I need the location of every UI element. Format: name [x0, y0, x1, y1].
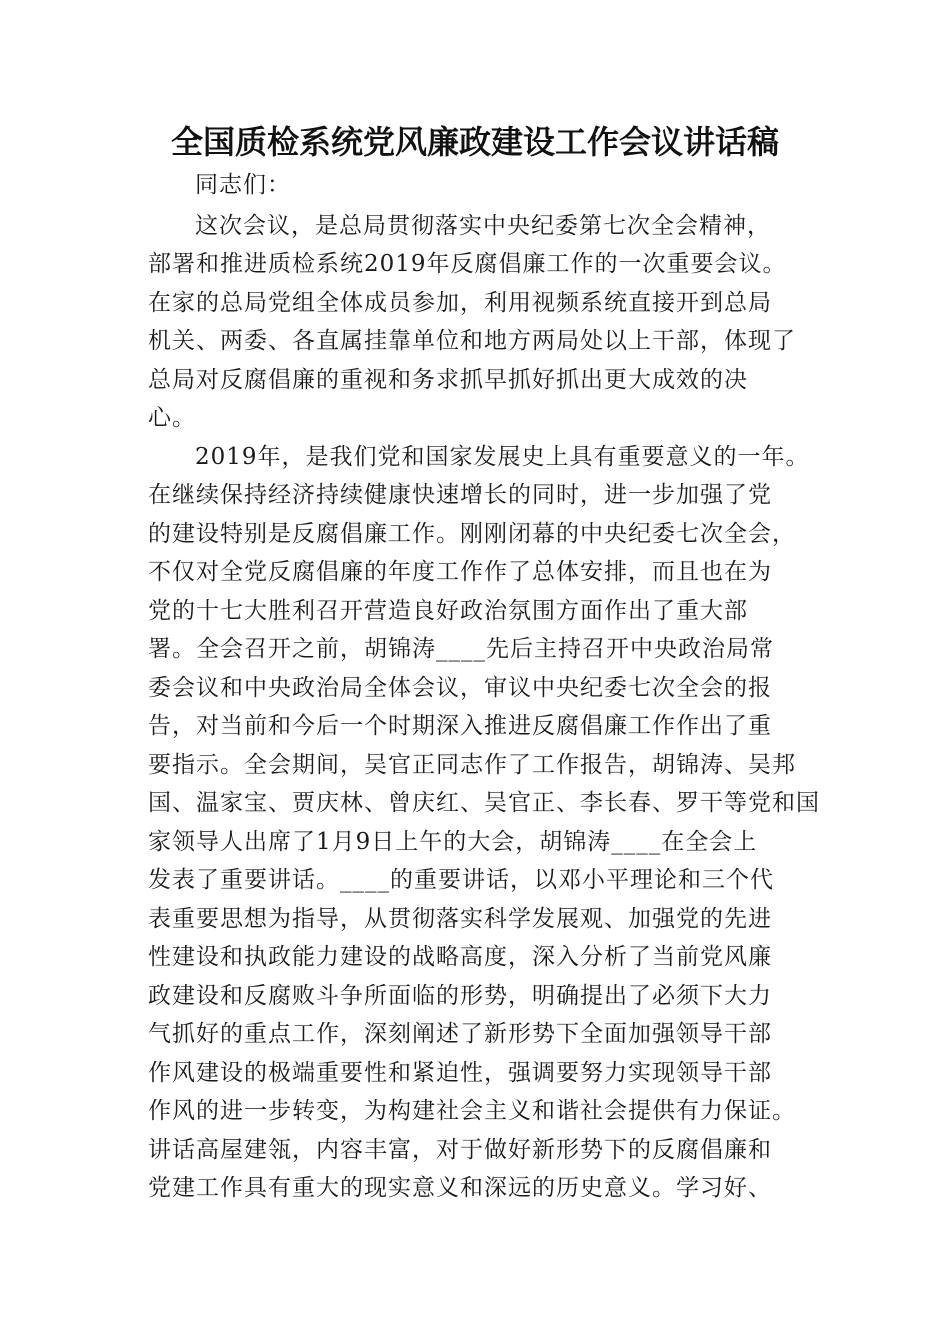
paragraph-line: 讲话高屋建瓴，内容丰富，对于做好新形势下的反腐倡廉和: [148, 1136, 772, 1163]
paragraph-line: 署。全会召开之前，胡锦涛____先后主持召开中央政治局常: [148, 636, 774, 662]
paragraph-line: 国、温家宝、贾庆林、曾庆红、吴官正、李长春、罗干等党和国: [148, 790, 820, 816]
paragraph-line: 发表了重要讲话。____的重要讲话，以邓小平理论和三个代: [148, 867, 774, 893]
paragraph-line: 告，对当前和今后一个时期深入推进反腐倡廉工作作出了重: [148, 713, 772, 739]
paragraph-line: 气抓好的重点工作，深刻阐述了新形势下全面加强领导干部: [148, 1021, 772, 1047]
paragraph-line: 部署和推进质检系统2019年反腐倡廉工作的一次重要会议。: [148, 251, 787, 277]
body-paragraph: [148, 438, 828, 1208]
paragraph-line: 作风的进一步转变，为构建社会主义和谐社会提供有力保证。: [148, 1098, 796, 1124]
paragraph-line: 这次会议，是总局贯彻落实中央纪委第七次全会精神，: [195, 212, 771, 239]
salutation-text: 同志们：: [195, 172, 291, 198]
paragraph-line: 委会议和中央政治局全体会议，审议中央纪委七次全会的报: [148, 674, 772, 701]
paragraph-line: 政建设和反腐败斗争所面临的形势，明确提出了必须下大力: [148, 982, 772, 1009]
paragraph-line: 总局对反腐倡廉的重视和务求抓早抓好抓出更大成效的决: [148, 366, 748, 393]
paragraph-line: 性建设和执政能力建设的战略高度，深入分析了当前党风廉: [148, 944, 772, 970]
paragraph-line: 机关、两委、各直属挂靠单位和地方两局处以上干部，体现了: [148, 328, 796, 354]
salutation: [148, 166, 828, 205]
paragraph-line: 表重要思想为指导，从贯彻落实科学发展观、加强党的先进: [148, 905, 772, 932]
paragraph-line: 的建设特别是反腐倡廉工作。刚刚闭幕的中央纪委七次全会，: [148, 520, 796, 547]
paragraph-line: 作风建设的极端重要性和紧迫性，强调要努力实现领导干部: [148, 1059, 772, 1086]
document-title: 全国质检系统党风廉政建设工作会议讲话稿: [170, 123, 779, 161]
paragraph-line: 在继续保持经济持续健康快速增长的同时，进一步加强了党: [148, 482, 772, 508]
body-paragraph: [148, 207, 828, 438]
paragraph-line: 党建工作具有重大的现实意义和深远的历史意义。学习好、: [148, 1175, 772, 1201]
document-body: [148, 166, 828, 1208]
paragraph-line: 在家的总局党组全体成员参加，利用视频系统直接开到总局: [148, 289, 772, 316]
paragraph-line: 要指示。全会期间，吴官正同志作了工作报告，胡锦涛、吴邦: [148, 751, 796, 778]
paragraph-line: 2019年，是我们党和国家发展史上具有重要意义的一年。: [195, 443, 810, 470]
paragraph-line: 心。: [148, 405, 196, 431]
paragraph-line: 家领导人出席了1月9日上午的大会，胡锦涛____在全会上: [148, 828, 758, 855]
paragraph-line: 党的十七大胜利召开营造良好政治氛围方面作出了重大部: [148, 597, 748, 624]
paragraph-list: [148, 207, 828, 1208]
paragraph-line: 不仅对全党反腐倡廉的年度工作作了总体安排，而且也在为: [148, 559, 772, 585]
